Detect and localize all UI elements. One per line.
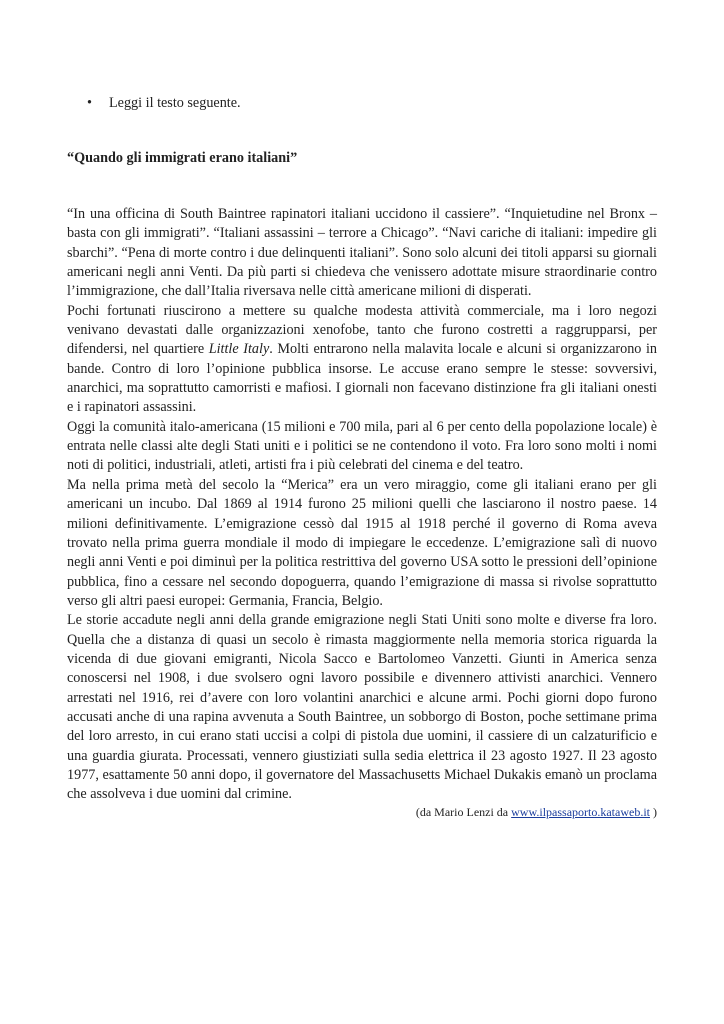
instruction-text: Leggi il testo seguente. [109, 95, 241, 111]
instruction-line [87, 93, 241, 113]
paragraph-4: Ma nella prima metà del secolo la “Merica” era un vero miraggio, come gli italiani erano per gli americani un incubo. Dal 1869 al 1914 furono 25 milioni quelli che lasciarono il nostro paese. 14 milioni definitivamente. L’emigrazione cessò dal 1915 al 1918 perché il governo di Roma aveva trovato nella prima guerra mondiale il modo di impiegare le eccedenze. L’emigrazione salì di nuovo negli anni Venti e poi diminuì per la politica restrittiva del governo USA sotto le pressioni dell’opinione pubblica, fino a cessare nel secondo dopoguerra, quando l’emigrazione di massa si rivolse soprattutto verso gli altri paesi europei: Germania, Francia, Belgio. [67, 476, 657, 609]
source-citation [416, 803, 657, 821]
paragraph-3: Oggi la comunità italo-americana (15 milioni e 700 mila, pari al 6 per cento della popolazione locale) è entrata nelle classi alte degli Stati uniti e i politici se ne contendono il voto. Fra loro sono molti i nomi noti di politici, industriali, atleti, artisti fra i più celebrati del cinema e del teatro. [67, 418, 657, 474]
bullet-icon: • [87, 95, 92, 111]
source-prefix: (da Mario Lenzi da [415, 805, 512, 819]
article-body [67, 205, 657, 805]
paragraph-5: Le storie accadute negli anni della grande emigrazione negli Stati Uniti sono molte e diverse fra loro. Quella che a distanza di quasi un secolo è rimasta maggiormente nella memoria storica riguarda la vicenda di due giovani emigranti, Nicola Sacco e Bartolomeo Vanzetti. Giunti in America senza conoscersi nel 1908, i due svolsero ogni lavoro possibile e divennero attivisti anarchici. Vennero arrestati nel 1916, rei d’avere con loro volantini anarchici e alcune armi. Pochi giorni dopo furono accusati anche di una rapina avvenuta a South Baintree, un sobborgo di Boston, poche settimane prima del loro arresto, in cui erano stati uccisi a colpi di pistola due uomini, il cassiere di un calzaturificio e una guardia giurata. Processati, vennero giustiziati sulla sedia elettrica il 23 agosto 1927. Il 23 agosto 1977, esattamente 50 anni dopo, il governatore del Massachusetts Michael Dukakis emanò un proclama che assolveva i due uomini dal crimine. [67, 612, 657, 803]
paragraph-2-text-start: Pochi fortunati riuscirono a mettere su qualche modesta attività commerciale, ma i loro negozi venivano devastati dalle organizzazioni xenofobe, tanto che furono costretti a raggrupparsi, per difendersi, nel quartiere [67, 302, 657, 358]
source-link[interactable]: www.ilpassaporto.kataweb.it [511, 805, 650, 819]
little-italy-italic: Little Italy [208, 341, 270, 358]
paragraph-1: “In una officina di South Baintree rapinatori italiani uccidono il cassiere”. “Inquietudine nel Bronx – basta con gli immigrati”. “Italiani assassini – terrore a Chicago”. “Navi cariche di italiani: impedire gli sbarchi”. “Pena di morte contro i due delinquenti italiani”. Sono solo alcuni dei titoli apparsi su giornali americani negli anni Venti. Da più parti si chiedeva che venissero adottate misure straordinarie contro l’immigrazione, che dall’Italia riversava nelle città americane milioni di disperati. [67, 206, 657, 300]
source-suffix: ) [650, 805, 657, 819]
paragraph-2 [67, 302, 657, 418]
paragraph-2-text-end: . Molti entrarono nella malavita locale e alcuni si organizzarono in bande. Contro di loro l’opinione pubblica insorse. Le accuse erano sempre le stesse: sovversivi, anarchici, ma soprattutto camorristi e mafiosi. I giornali non facevano distinzione fra gli italiani onesti e i rapinatori assassini. [67, 341, 657, 416]
article-title: “Quando gli immigrati erano italiani” [67, 150, 298, 166]
